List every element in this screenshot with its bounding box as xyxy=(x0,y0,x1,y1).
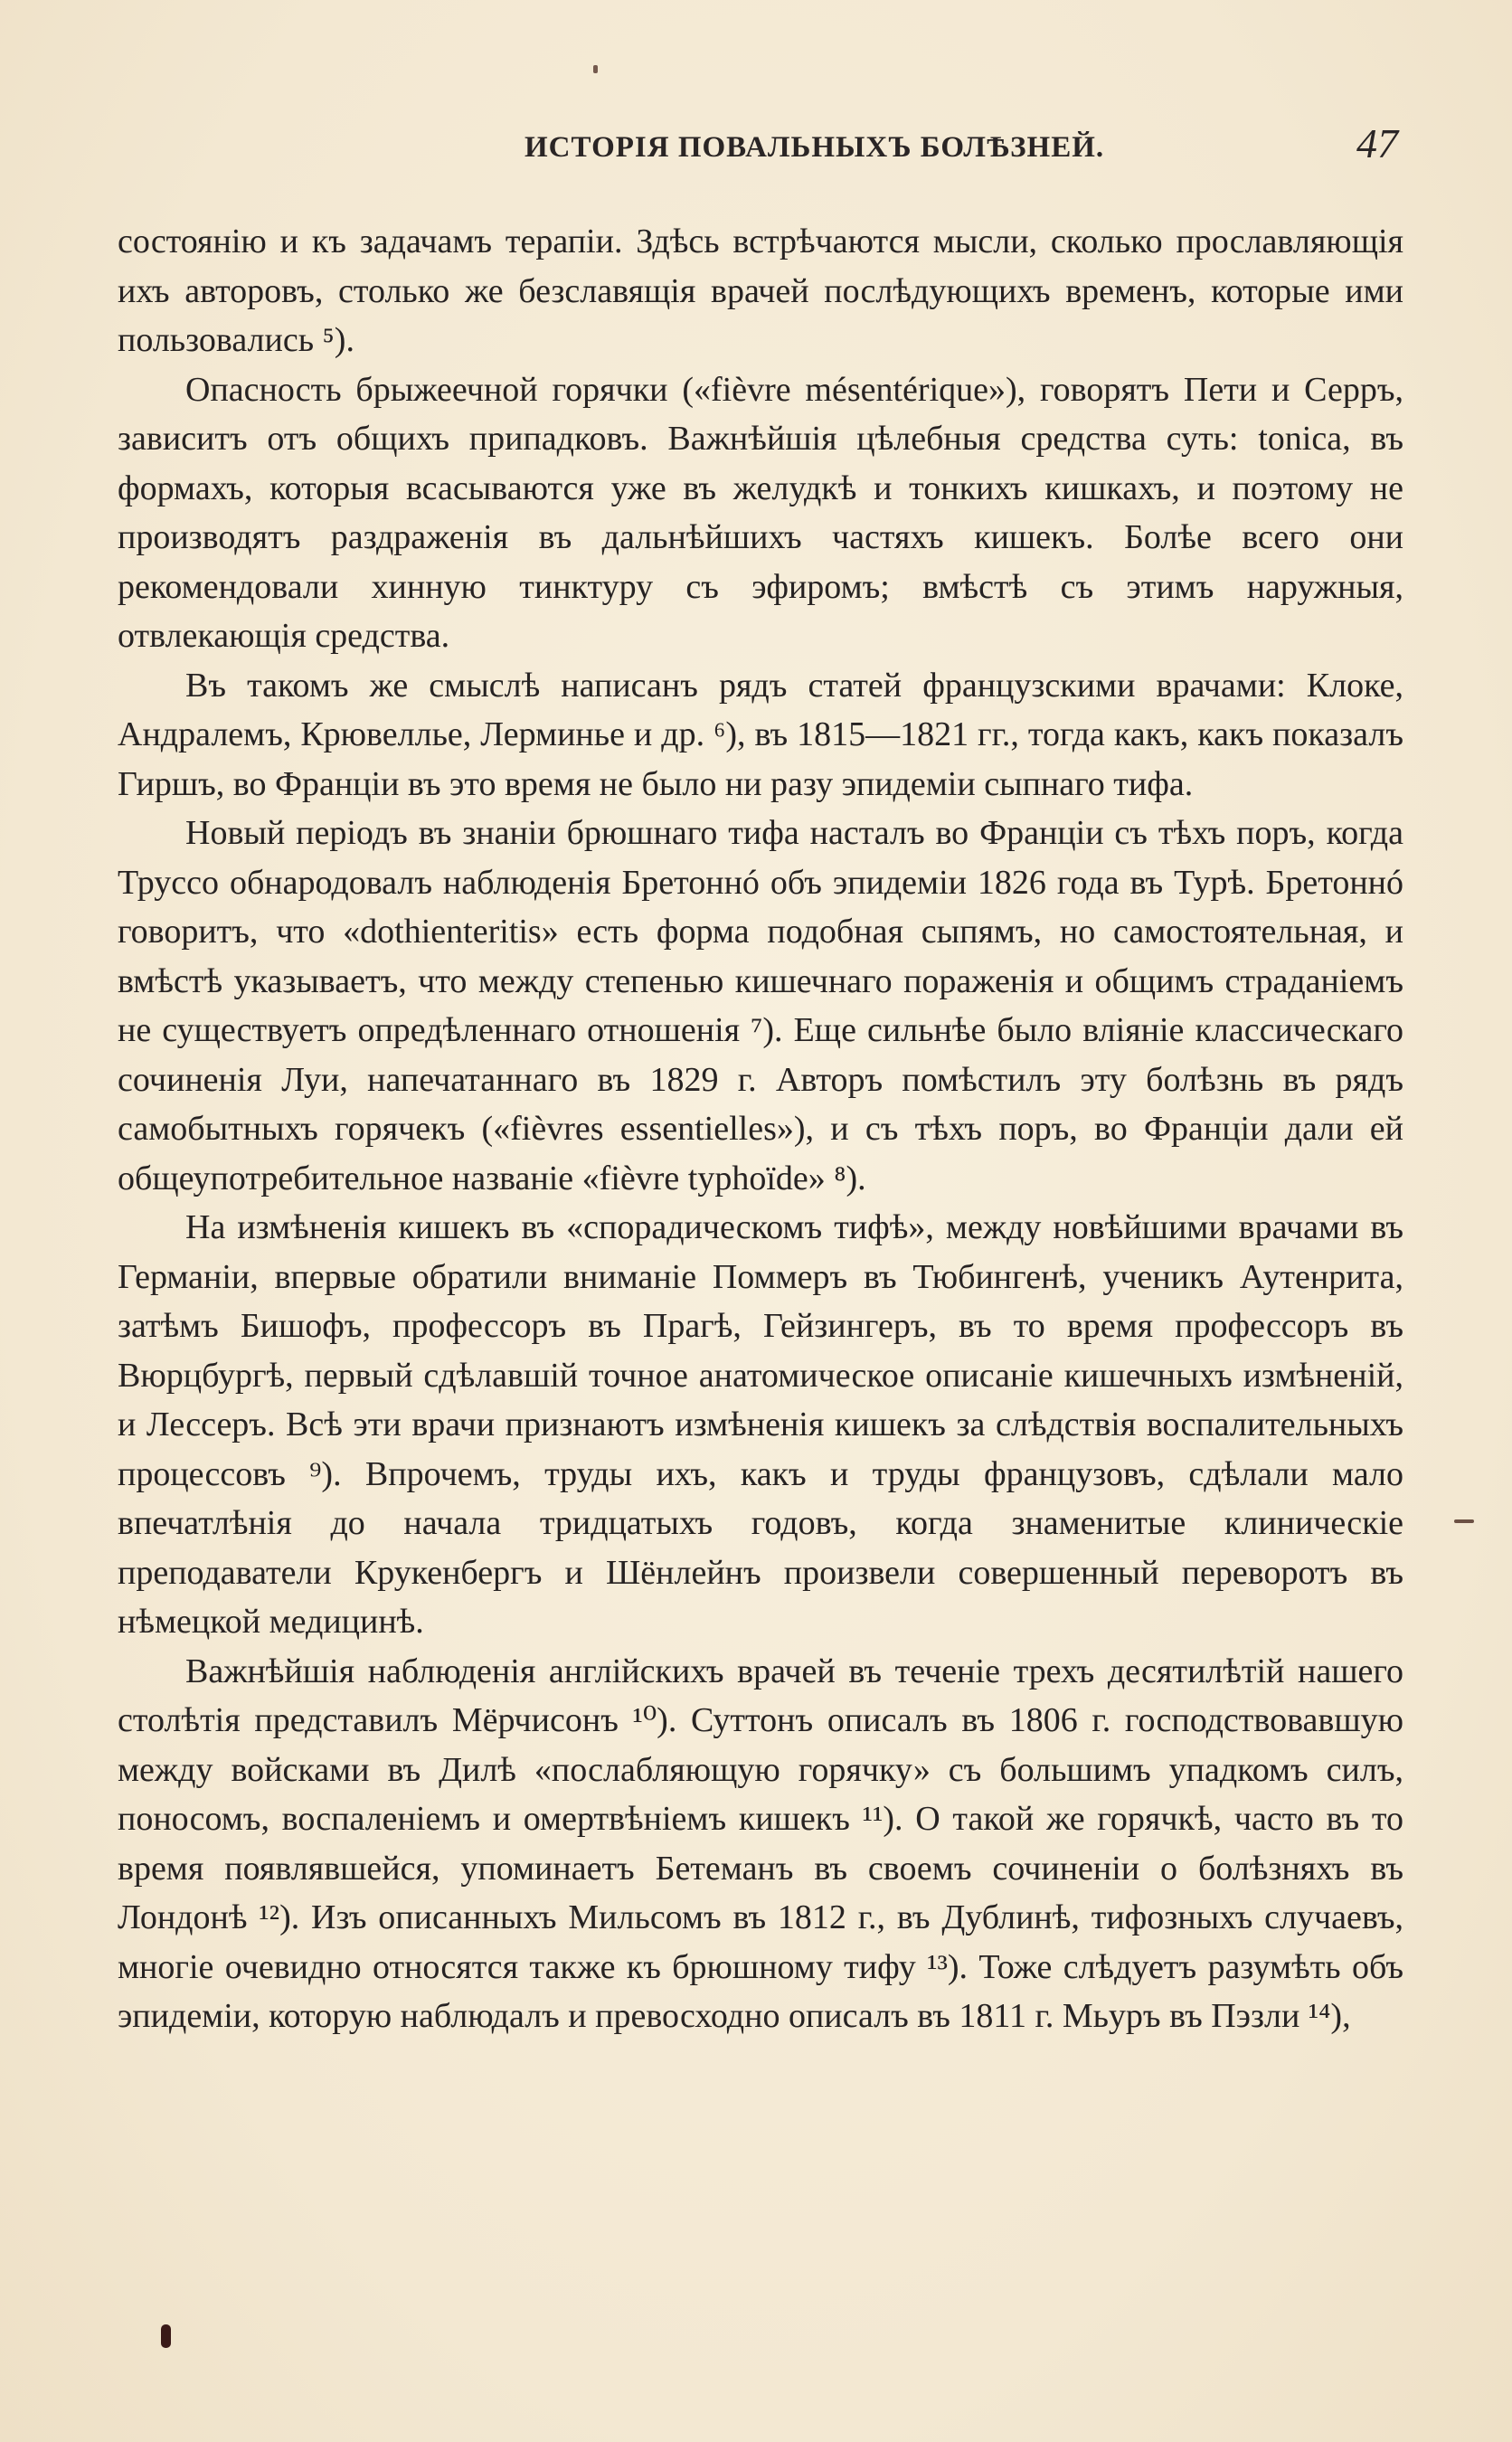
ink-blot xyxy=(161,2324,171,2348)
paragraph: Новый періодъ въ знаніи брюшнаго тифа насталъ во Франціи съ тѣхъ поръ, когда Труссо обнародовалъ наблюденія Бретоннó объ эпидеміи 1826 года въ Турѣ. Бретоннó говоритъ, что «dothienteritis» есть форма подобная сыпямъ, но самостоятельная, и вмѣстѣ указываетъ, что между степенью кишечнаго пораженія и общимъ страданіемъ не существуетъ опредѣленнаго отношенія ⁷). Еще сильнѣе было вліяніе классическаго сочиненія Луи, напечатаннаго въ 1829 г. Авторъ помѣстилъ эту болѣзнь въ рядъ самобытныхъ горячекъ («fièvres essentielles»), и съ тѣхъ поръ, во Франціи дали ей общеупотребительное названіе «fièvre typhoïde» ⁸). xyxy=(118,814,1403,1197)
body-text xyxy=(118,217,1403,2041)
running-title: ИСТОРІЯ ПОВАЛЬНЫХЪ БОЛѢЗНЕЙ. xyxy=(524,131,1105,164)
paragraph: Важнѣйшія наблюденія англійскихъ врачей въ теченіе трехъ десятилѣтій нашего столѣтія представилъ Мёрчисонъ ¹⁰). Суттонъ описалъ въ 1806 г. господствовавшую между войсками въ Дилѣ «послабляющую горячку» съ большимъ упадкомъ силъ, поносомъ, воспаленіемъ и омертвѣніемъ кишекъ ¹¹). О такой же горячкѣ, часто въ то время появлявшейся, упоминаетъ Бетеманъ въ своемъ сочиненіи о болѣзняхъ въ Лондонѣ ¹²). Изъ описанныхъ Мильсомъ въ 1812 г., въ Дублинѣ, тифозныхъ случаевъ, многіе очевидно относятся также къ брюшному тифу ¹³). Тоже слѣдуетъ разумѣть объ эпидеміи, которую наблюдалъ и превосходно описалъ въ 1811 г. Мьуръ въ Пэзли ¹⁴), xyxy=(118,1652,1403,2035)
paragraph: состоянію и къ задачамъ терапіи. Здѣсь встрѣчаются мысли, сколько прославляющія ихъ авторовъ, столько же безславящія врачей послѣдующихъ временъ, которые ими пользовались ⁵). xyxy=(118,222,1403,359)
page-number: 47 xyxy=(1356,120,1398,166)
paragraph: Опасность брыжеечной горячки («fièvre mésentérique»), говорятъ Пети и Серръ, зависитъ отъ общихъ припадковъ. Важнѣйшія цѣлебныя средства суть: tonica, въ формахъ, которыя всасываются уже въ желудкѣ и тонкихъ кишкахъ, и поэтому не производятъ раздраженія въ дальнѣйшихъ частяхъ кишекъ. Болѣе всего они рекомендовали хинную тинктуру съ эфиромъ; вмѣстѣ съ этимъ наружныя, отвлекающія средства. xyxy=(118,370,1403,655)
paragraph: Въ такомъ же смыслѣ написанъ рядъ статей французскими врачами: Клоке, Андралемъ, Крювеллье, Лерминье и др. ⁶), въ 1815—1821 гг., тогда какъ, какъ показалъ Гиршъ, во Франціи въ это время не было ни разу эпидеміи сыпнаго тифа. xyxy=(118,666,1403,803)
paragraph: На измѣненія кишекъ въ «спорадическомъ тифѣ», между новѣйшими врачами въ Германіи, впервые обратили вниманіе Поммеръ въ Тюбингенѣ, ученикъ Аутенрита, затѣмъ Бишофъ, профессоръ въ Прагѣ, Гейзингеръ, въ то время профессоръ въ Вюрцбургѣ, первый сдѣлавшій точное анатомическое описаніе кишечныхъ измѣненій, и Лессеръ. Всѣ эти врачи признаютъ измѣненія кишекъ за слѣдствія воспалительныхъ процессовъ ⁹). Впрочемъ, труды ихъ, какъ и труды французовъ, сдѣлали мало впечатлѣнія до начала тридцатыхъ годовъ, когда знаменитые клиническіе преподаватели Крукенбергъ и Шёнлейнъ произвели совершенный переворотъ въ нѣмецкой медицинѣ. xyxy=(118,1208,1403,1641)
margin-mark xyxy=(1454,1519,1474,1523)
ink-speck xyxy=(593,65,598,73)
